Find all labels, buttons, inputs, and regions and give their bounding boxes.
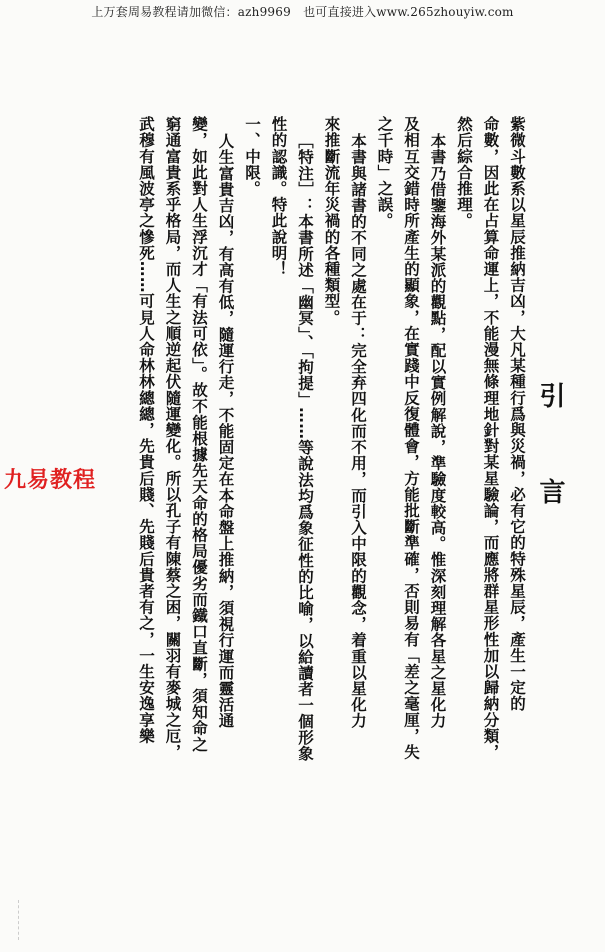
- section-heading: 一、中限。: [243, 116, 261, 197]
- text-line: 然后綜合推理。: [455, 116, 473, 229]
- text-line: 來推斷流年災禍的各種類型。: [322, 116, 341, 326]
- text-line: 本書與諸書的不同之處在于：完全弃四化而不用，而引入中限的觀念，着重以星化力: [349, 133, 367, 729]
- text-line: 之千時」之誤。: [375, 116, 394, 229]
- text-line: 變，如此對人生浮沉才「有法可依」。故不能根據先天命的格局優劣而鐵口直斷，須知命之: [190, 116, 208, 753]
- text-line: 本書乃借鑒海外某派的觀點，配以實例解說，準驗度較高。惟深刻理解各星之星化力: [428, 133, 447, 729]
- page-title: 引言: [535, 382, 565, 574]
- text-line: 武穆有風波亭之慘死……可見人命林林總總，先貴后賤、先賤后貴者有之，一生安逸享樂: [137, 116, 155, 744]
- watermark-logo: 九易教程: [4, 468, 97, 493]
- page-edge-mark: [18, 900, 25, 940]
- text-line: 人生富貴吉凶，有高有低，隨運行走，不能固定在本命盤上推納，須視行運而靈活通: [216, 133, 235, 729]
- text-line: 命數，因此在占算命運上，不能漫無條理地針對某星驗論，而應將群星形性加以歸納分類，: [481, 116, 500, 760]
- text-line: 窮通富貴系乎格局，而人生之順逆起伏隨運變化。所以孔子有陳蔡之困，關羽有麥城之厄，: [163, 116, 182, 760]
- text-line: ［特注］：本書所述「幽冥」、「拘提」……等說法均爲象征性的比喻，以給讀者一個形象: [296, 133, 314, 762]
- text-line: 紫微斗數系以星辰推納吉凶，大凡某種行爲與災禍，必有它的特殊星辰，產生一定的: [508, 116, 526, 712]
- header-ad-text: 上万套周易教程请加微信：azh9969 也可直接进入www.265zhouyiw.com: [91, 5, 514, 19]
- body-text: [133, 116, 531, 936]
- text-line: 及相互交錯時所產生的顯象，在實踐中反復體會，方能批斷準確，否則易有「差之毫厘，失: [402, 116, 420, 760]
- text-line: 性的認識。特此說明！: [269, 116, 288, 277]
